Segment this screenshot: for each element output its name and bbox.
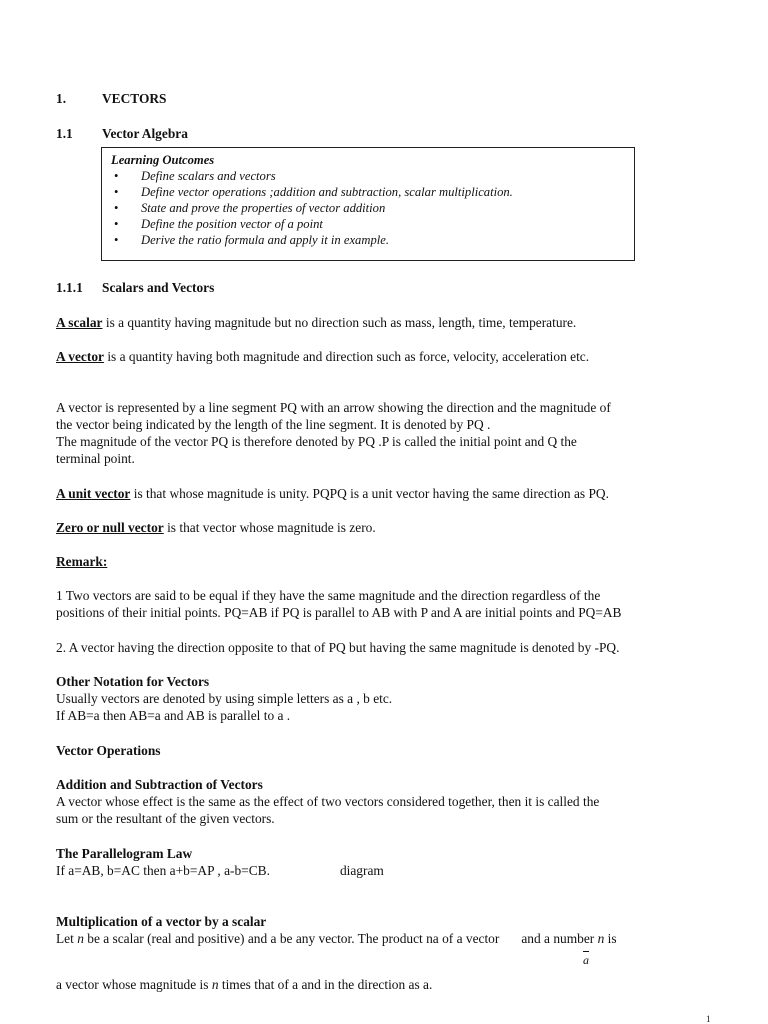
variable-n: n [77, 931, 84, 946]
vector-text: is a quantity having both magnitude and direction such as force, velocity, acceleration etc. [103, 349, 590, 364]
paragraph-line: The magnitude of the vector PQ is therefore denoted by PQ .P is called the initial point and Q the [56, 434, 577, 449]
scalar-term: A scalar [56, 315, 103, 330]
heading-number: 1.1.1 [56, 280, 83, 295]
vector-a-bar-symbol: a [583, 953, 589, 967]
section-title: The Parallelogram Law [56, 846, 193, 861]
outcome-item: • Define scalars and vectors [111, 168, 625, 184]
parallelogram-text: If a=AB, b=AC then a+b=AP , a-b=CB. [56, 863, 270, 878]
parallelogram-law-section [56, 845, 716, 879]
diagram-placeholder: diagram [339, 863, 384, 878]
variable-n: n [211, 977, 219, 992]
outcome-item: • Derive the ratio formula and apply it in example. [111, 232, 625, 248]
unit-vector-text: is that whose magnitude is unity. PQPQ is a unit vector having the same direction as PQ. [130, 486, 609, 501]
paragraph-line: If AB=a then AB=a and AB is parallel to a . [56, 708, 291, 723]
outcome-item: • Define the position vector of a point [111, 216, 625, 232]
section-title: Other Notation for Vectors [56, 674, 210, 689]
unit-vector-definition [56, 485, 716, 502]
heading-number: 1.1 [56, 126, 73, 141]
remark-title: Remark: [56, 554, 108, 569]
addition-subtraction-section [56, 776, 716, 827]
paragraph-line: sum or the resultant of the given vectors. [56, 811, 275, 826]
vector-term: A vector [56, 349, 104, 364]
zero-vector-text: is that vector whose magnitude is zero. [163, 520, 376, 535]
variable-n: n [597, 931, 605, 946]
paragraph-line: Let n be a scalar (real and positive) and a be any vector. The product na of a vector and a number n is [56, 931, 617, 946]
scalar-text: is a quantity having magnitude but no direction such as mass, length, time, temperature. [102, 315, 577, 330]
paragraph-line: positions of their initial points. PQ=AB if PQ is parallel to AB with P and A are initial points and PQ=AB [56, 605, 622, 620]
zero-vector-term: Zero or null vector [56, 520, 164, 535]
heading-number: 1. [56, 91, 67, 106]
unit-vector-term: A unit vector [56, 486, 131, 501]
scalar-multiplication-section [56, 913, 716, 947]
other-notation-section [56, 673, 716, 724]
section-title: Multiplication of a vector by a scalar [56, 914, 267, 929]
paragraph-line: A vector is represented by a line segment PQ with an arrow showing the direction and the magnitude of [56, 400, 611, 415]
learning-outcomes-list [111, 168, 625, 248]
scalar-definition [56, 314, 716, 331]
vector-definition [56, 348, 716, 365]
paragraph-line: Usually vectors are denoted by using simple letters as a , b etc. [56, 691, 393, 706]
vector-representation-paragraph [56, 399, 716, 467]
learning-outcomes-box [101, 147, 635, 261]
heading-vectors [56, 90, 716, 107]
vector-operations-title: Vector Operations [56, 743, 161, 758]
paragraph-line: terminal point. [56, 451, 135, 466]
paragraph-line [56, 862, 716, 879]
paragraph-line: a vector whose magnitude is n times that of a and in the direction as a. [56, 977, 433, 992]
heading-scalars-and-vectors [56, 279, 716, 296]
remark-2: 2. A vector having the direction opposite to that of PQ but having the same magnitude is denoted by -PQ. [56, 640, 620, 655]
learning-outcomes-title: Learning Outcomes [111, 153, 215, 167]
paragraph-line: the vector being indicated by the length of the line segment. It is denoted by PQ . [56, 417, 491, 432]
paragraph-line: A vector whose effect is the same as the effect of two vectors considered together, then it is called the [56, 794, 600, 809]
paragraph-line: 1 Two vectors are said to be equal if they have the same magnitude and the direction regardless of the [56, 588, 601, 603]
heading-title: Scalars and Vectors [102, 280, 215, 295]
heading-vector-algebra [56, 125, 716, 142]
outcome-item: • State and prove the properties of vector addition [111, 200, 625, 216]
page-number: 1 [706, 1014, 711, 1024]
remark-1 [56, 587, 716, 621]
heading-title: Vector Algebra [102, 126, 188, 141]
outcome-item: • Define vector operations ;addition and subtraction, scalar multiplication. [111, 184, 625, 200]
zero-vector-definition [56, 519, 716, 536]
heading-title: VECTORS [102, 91, 167, 106]
section-title: Addition and Subtraction of Vectors [56, 777, 263, 792]
